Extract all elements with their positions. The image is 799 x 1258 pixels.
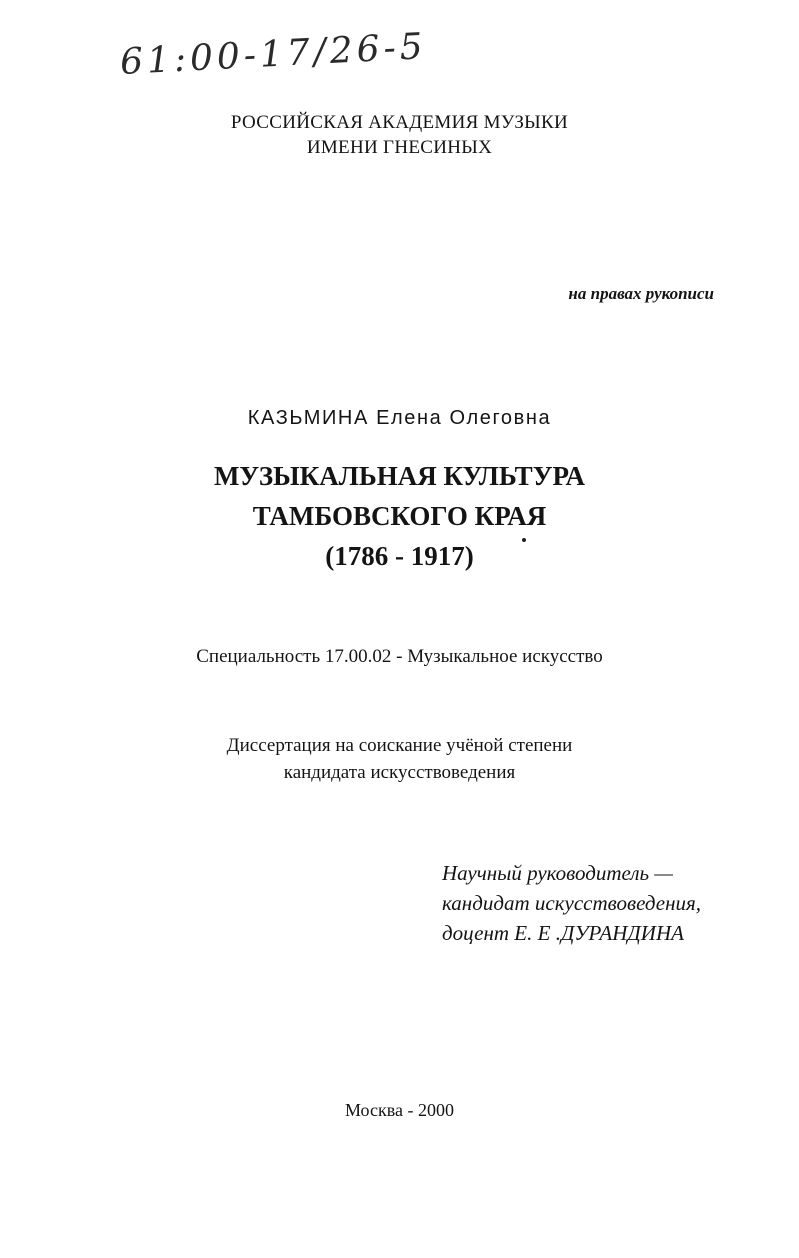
title-line-2: ТАМБОВСКОГО КРАЯ	[252, 501, 547, 531]
scan-speck	[522, 538, 526, 542]
institution-line-2: ИМЕНИ ГНЕСИНЫХ	[306, 137, 493, 158]
specialty-line: Специальность 17.00.02 - Музыкальное искусство	[196, 646, 603, 667]
degree-statement	[0, 732, 799, 786]
handwritten-catalog-code: 61:00-17/26-5	[119, 26, 428, 83]
supervisor-line-1: Научный руководитель —	[442, 861, 673, 885]
manuscript-note: на правах рукописи	[568, 284, 714, 303]
title-line-1: МУЗЫКАЛЬНАЯ КУЛЬТУРА	[213, 461, 586, 491]
degree-line-2: кандидата искусствоведения	[283, 762, 516, 783]
scientific-supervisor	[442, 858, 701, 948]
degree-line-1: Диссертация на соискание учёной степени	[226, 735, 573, 756]
author-name: КАЗЬМИНА Елена Олеговна	[247, 407, 552, 429]
city-year: Москва - 2000	[345, 1100, 454, 1120]
institution-line-1: РОССИЙСКАЯ АКАДЕМИЯ МУЗЫКИ	[230, 112, 569, 133]
title-years: (1786 - 1917)	[325, 541, 474, 571]
institution-name	[0, 110, 799, 160]
dissertation-title	[0, 456, 799, 576]
supervisor-line-3: доцент Е. Е .ДУРАНДИНА	[442, 921, 684, 945]
supervisor-line-2: кандидат искусствоведения,	[442, 891, 702, 915]
